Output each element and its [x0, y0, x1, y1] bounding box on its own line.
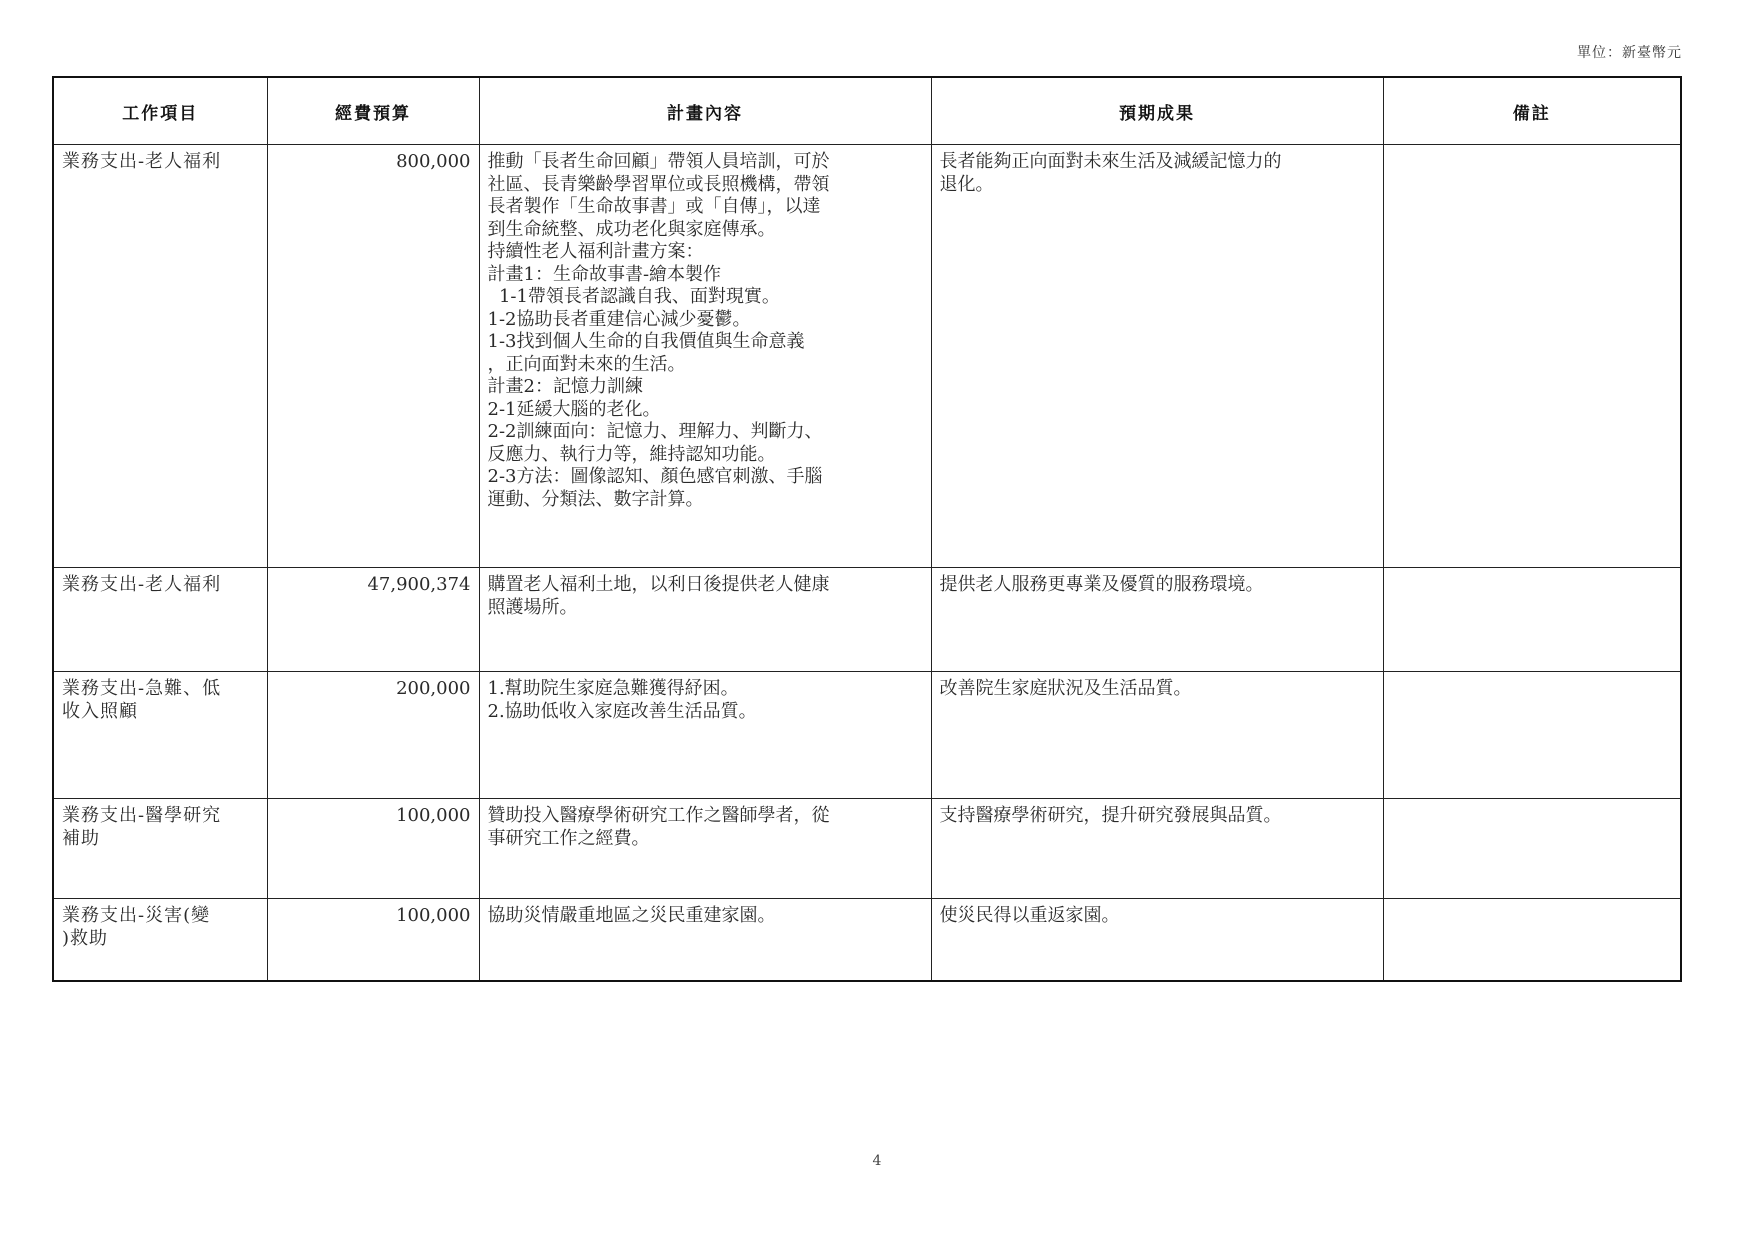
plan-content-line: 推動「長者生命回顧」帶領人員培訓，可於 [487, 151, 830, 172]
plan-content-cell [479, 672, 931, 799]
plan-content-line: 運動、分類法、數字計算。 [487, 488, 704, 510]
plan-content-line: 事研究工作之經費。 [487, 827, 650, 849]
table-row [53, 145, 1681, 568]
table-row [53, 899, 1681, 981]
budget-amount: 47,900,374 [267, 568, 479, 672]
plan-content-line: 到生命統整、成功老化與家庭傳承。 [487, 218, 776, 240]
work-item-line: 業務支出-老人福利 [62, 151, 222, 172]
plan-content-line: 長者製作「生命故事書」或「自傳」，以達 [487, 196, 821, 217]
remarks-cell [1383, 672, 1681, 799]
remarks-cell [1383, 899, 1681, 981]
expected-result-cell [931, 672, 1383, 799]
expected-result-cell [931, 799, 1383, 899]
page-number: 4 [872, 1153, 882, 1169]
plan-content-cell [479, 568, 931, 672]
plan-content-line: 2-1延緩大腦的老化。 [487, 398, 661, 420]
budget-amount: 100,000 [267, 799, 479, 899]
plan-content-line: 1-1帶領長者認識自我、面對現實。 [487, 286, 780, 307]
plan-content-line: ，正向面對未來的生活。 [487, 353, 686, 375]
plan-content-line: 照護場所。 [487, 596, 578, 618]
work-item-cell [53, 672, 267, 799]
unit-label: 單位：新臺幣元 [1577, 45, 1682, 61]
plan-content-cell [479, 799, 931, 899]
plan-content-cell [479, 899, 931, 981]
expected-result-line: 提供老人服務更專業及優質的服務環境。 [939, 574, 1264, 595]
table-row [53, 568, 1681, 672]
work-item-cell [53, 799, 267, 899]
header-work-item: 工作項目 [53, 77, 267, 145]
header-plan-content: 計畫內容 [479, 77, 931, 145]
plan-content-line: 1-3找到個人生命的自我價值與生命意義 [487, 331, 805, 352]
expected-result-cell [931, 145, 1383, 568]
remarks-cell [1383, 145, 1681, 568]
plan-content-line: 1-2協助長者重建信心減少憂鬱。 [487, 308, 751, 330]
budget-amount: 800,000 [267, 145, 479, 568]
table-row [53, 799, 1681, 899]
budget-table [52, 76, 1682, 982]
table-row [53, 672, 1681, 799]
budget-amount: 200,000 [267, 672, 479, 799]
expected-result-line: 使災民得以重返家園。 [939, 905, 1120, 926]
expected-result-cell [931, 568, 1383, 672]
expected-result-line: 長者能夠正向面對未來生活及減緩記憶力的 [939, 151, 1282, 172]
plan-content-cell [479, 145, 931, 568]
expected-result-cell [931, 899, 1383, 981]
plan-content-line: 2.協助低收入家庭改善生活品質。 [487, 700, 757, 722]
work-item-line: 業務支出-老人福利 [62, 574, 222, 595]
plan-content-line: 計畫1：生命故事書-繪本製作 [487, 263, 722, 285]
header-remarks: 備註 [1383, 77, 1681, 145]
work-item-cell [53, 568, 267, 672]
work-item-cell [53, 899, 267, 981]
table-header-row [53, 77, 1681, 145]
remarks-cell [1383, 799, 1681, 899]
work-item-line: 收入照顧 [62, 700, 138, 722]
plan-content-line: 社區、長青樂齡學習單位或長照機構，帶領 [487, 173, 830, 195]
expected-result-line: 改善院生家庭狀況及生活品質。 [939, 678, 1192, 699]
plan-content-line: 購置老人福利土地，以利日後提供老人健康 [487, 574, 830, 595]
plan-content-line: 贊助投入醫療學術研究工作之醫師學者，從 [487, 805, 830, 826]
plan-content-line: 2-3方法：圖像認知、顏色感官刺激、手腦 [487, 466, 823, 487]
plan-content-line: 協助災情嚴重地區之災民重建家園。 [487, 905, 776, 926]
header-budget: 經費預算 [267, 77, 479, 145]
expected-result-line: 退化。 [939, 173, 994, 195]
work-item-line: 業務支出-醫學研究 [62, 805, 222, 826]
plan-content-line: 持續性老人福利計畫方案： [487, 241, 704, 262]
expected-result-line: 支持醫療學術研究，提升研究發展與品質。 [939, 805, 1282, 826]
plan-content-line: 計畫2：記憶力訓練 [487, 376, 643, 397]
work-item-line: 業務支出-災害(變 [62, 905, 211, 926]
plan-content-line: 反應力、執行力等，維持認知功能。 [487, 443, 776, 465]
work-item-line: )救助 [62, 927, 109, 949]
plan-content-line: 2-2訓練面向：記憶力、理解力、判斷力、 [487, 421, 823, 442]
budget-amount: 100,000 [267, 899, 479, 981]
header-expected-result: 預期成果 [931, 77, 1383, 145]
plan-content-line: 1.幫助院生家庭急難獲得紓困。 [487, 678, 739, 699]
remarks-cell [1383, 568, 1681, 672]
work-item-cell [53, 145, 267, 568]
work-item-line: 補助 [62, 827, 100, 849]
work-item-line: 業務支出-急難、低 [62, 678, 222, 699]
